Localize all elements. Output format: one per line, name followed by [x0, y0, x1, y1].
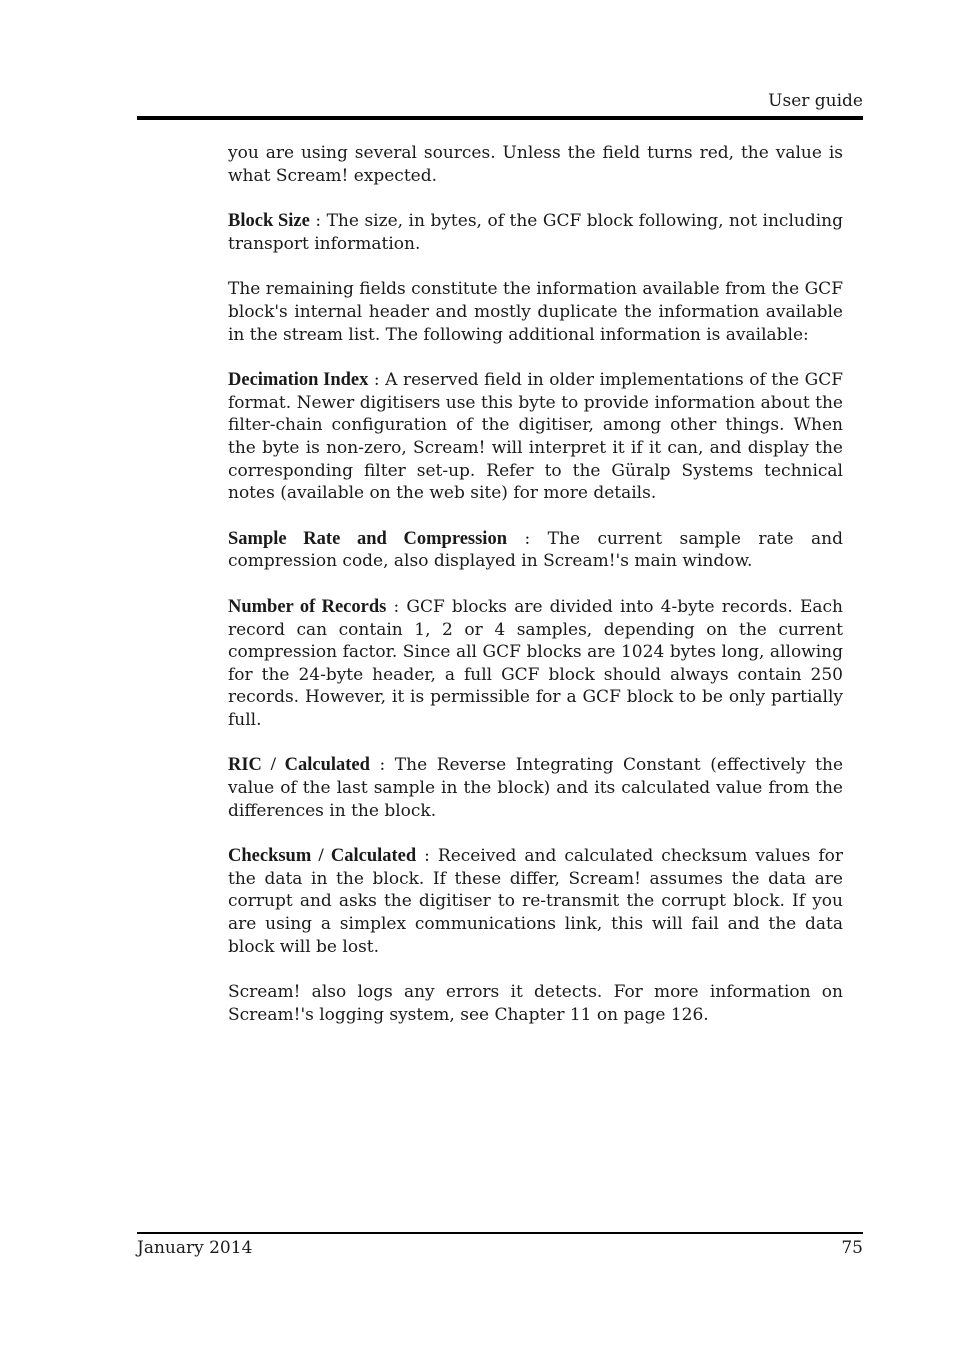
paragraph-sample-rate	[228, 528, 843, 573]
body-text	[228, 142, 843, 1049]
header-rule	[137, 116, 863, 120]
term-sample-rate: Sample Rate and Compression	[228, 528, 507, 549]
term-block-size: Block Size	[228, 211, 310, 232]
paragraph-text: : A reserved field in older implementations of the GCF format. Newer digitisers use this byte to provide information about the filter-chain configuration of the digitiser, among other things. When the byte is non-zero, Scream! will interpret it if it can, and display the corresponding filter set-up. Refer to the Güralp Systems technical notes (available on the web site) for more details.	[228, 370, 843, 504]
page-number: 75	[841, 1238, 863, 1258]
paragraph-decimation-index	[228, 369, 843, 505]
paragraph-logging	[228, 981, 843, 1026]
term-ric: RIC / Calculated	[228, 755, 370, 776]
term-checksum: Checksum / Calculated	[228, 846, 417, 867]
page-footer	[137, 1237, 863, 1259]
paragraph-text: : The current sample rate and compression code, also displayed in Scream!'s main window.	[228, 528, 843, 572]
running-header: User guide	[768, 91, 863, 111]
term-decimation-index: Decimation Index	[228, 370, 369, 391]
paragraph-text: The remaining fields constitute the information available from the GCF block's internal header and mostly duplicate the information available in the stream list. The following additional information is available:	[228, 279, 843, 345]
paragraph-text: : GCF blocks are divided into 4-byte records. Each record can contain 1, 2 or 4 samples, depending on the current compression factor. Since all GCF blocks are 1024 bytes long, allowing for the 24-byte header, a full GCF block should always contain 250 records. However, it is permissible for a GCF block to be only partially full.	[228, 596, 843, 730]
paragraph-checksum	[228, 845, 843, 958]
paragraph-remaining-fields	[228, 278, 843, 346]
paragraph-continuation	[228, 142, 843, 187]
paragraph-text: : The Reverse Integrating Constant (effectively the value of the last sample in the block) and its calculated value from the differences in the block.	[228, 755, 843, 821]
term-number-of-records: Number of Records	[228, 596, 387, 617]
footer-rule	[137, 1232, 863, 1234]
footer-date: January 2014	[137, 1238, 253, 1258]
paragraph-text: Scream! also logs any errors it detects. For more information on Scream!'s logging system, see Chapter 11 on page 126.	[228, 982, 843, 1025]
paragraph-text: : The size, in bytes, of the GCF block following, not including transport information.	[228, 211, 843, 254]
paragraph-number-of-records	[228, 596, 843, 732]
paragraph-text: : Received and calculated checksum values for the data in the block. If these differ, Scream! assumes the data are corrupt and asks the digitiser to re-transmit the corrupt block. If you are using a simplex communications link, this will fail and the data block will be lost.	[228, 846, 843, 957]
paragraph-block-size	[228, 210, 843, 255]
paragraph-ric	[228, 754, 843, 822]
paragraph-text: you are using several sources. Unless the field turns red, the value is what Scream! expected.	[228, 143, 843, 186]
